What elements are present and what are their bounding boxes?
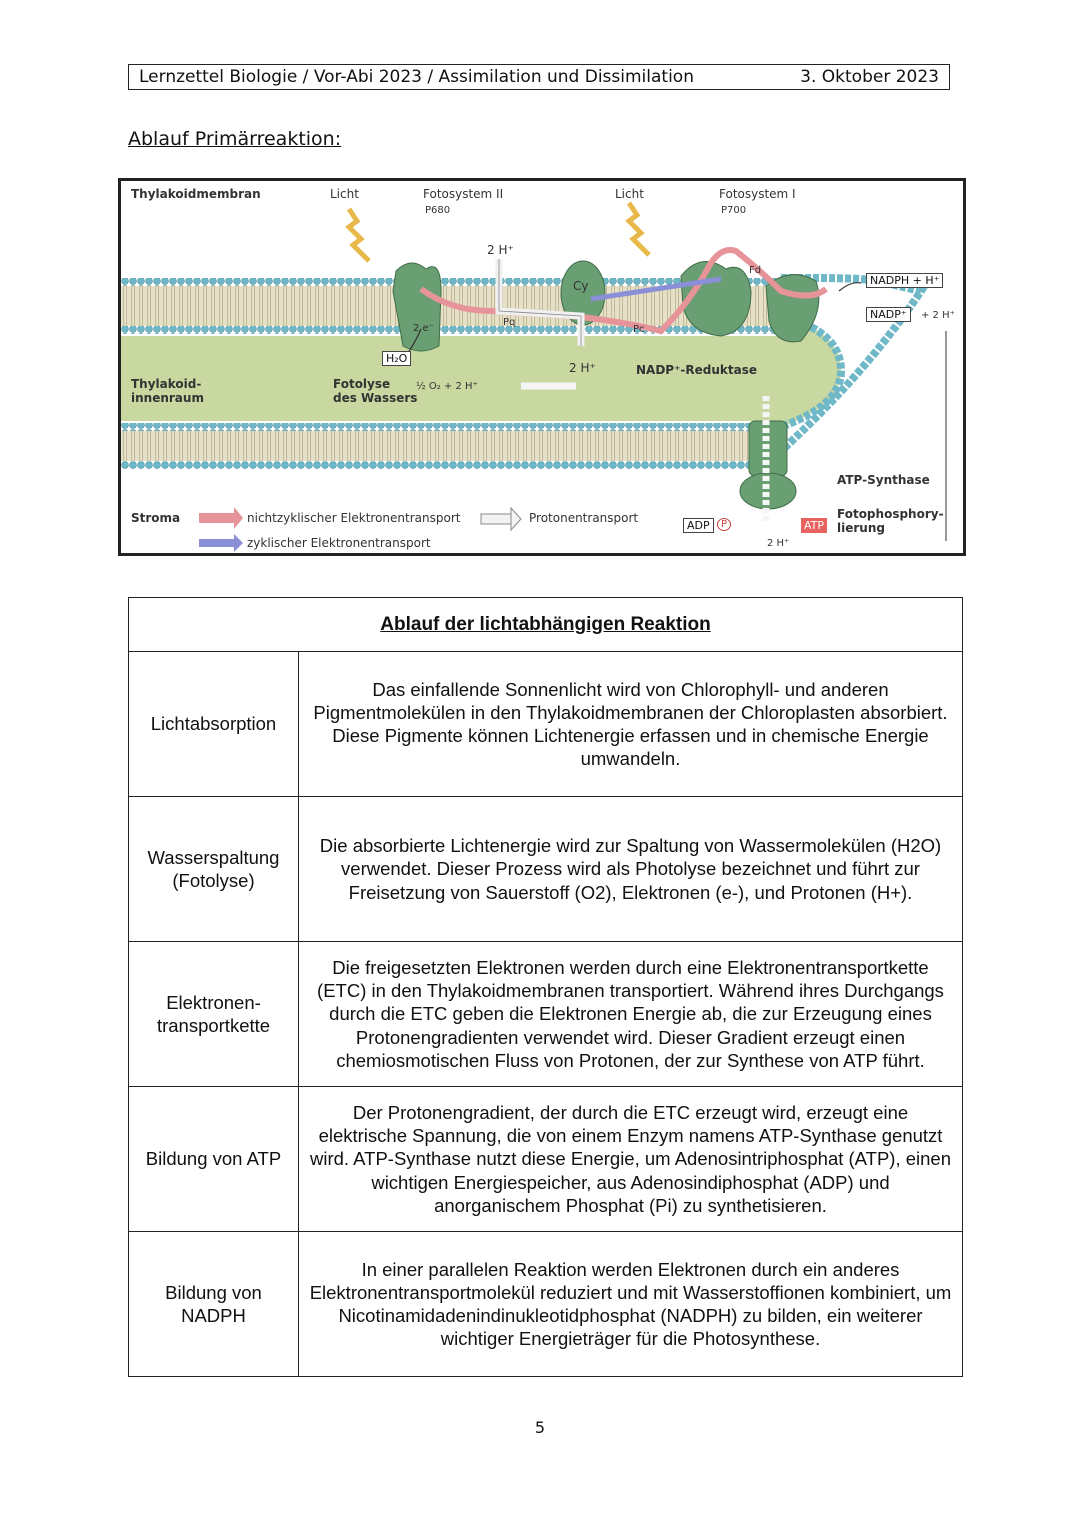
light-arrow-1 (349, 209, 369, 261)
label-nadp-plus-h: + 2 H⁺ (921, 310, 955, 321)
primaerreaktion-diagram (118, 178, 966, 556)
diagram-graphic (121, 181, 963, 553)
legend-nonzyklisch-arrow (199, 513, 234, 523)
label-pc: Pc (633, 324, 645, 335)
row-term: Elektronen- transportkette (129, 942, 299, 1087)
legend-nonzyklisch-label: nichtzyklischer Elektronentransport (247, 511, 461, 525)
table-row (129, 942, 963, 1087)
label-licht-2: Licht (615, 187, 644, 201)
label-thylakoidmembran: Thylakoidmembran (131, 187, 261, 201)
section-title: Ablauf Primärreaktion: (128, 128, 342, 150)
lichtabhaengige-reaktion-table (128, 597, 963, 1377)
page-number: 5 (534, 1418, 546, 1437)
page-header (128, 64, 950, 90)
table-row (129, 1232, 963, 1377)
label-nadp: NADP⁺ (866, 307, 911, 322)
label-o2: ½ O₂ + 2 H⁺ (416, 381, 478, 392)
label-pq: Pq (503, 317, 516, 328)
table-row (129, 797, 963, 942)
label-2h-bottom: 2 H⁺ (767, 538, 790, 549)
label-adp: ADP (683, 518, 714, 533)
table-row (129, 652, 963, 797)
row-description: Die freigesetzten Elektronen werden durch eine Elektronentransportkette (ETC) in den Thylakoidmembranen transportiert. Während ihres Durchgangs durch die ETC geben die Elektronen Energie ab, die zur Erzeugung eines Protonengradienten verwendet wird. Dieser Gradient erzeugt einen chemiosmotischen Fluss von Protonen, der zur Synthese von ATP führt. (299, 942, 963, 1087)
label-p680: P680 (425, 205, 451, 216)
label-p700: P700 (721, 205, 747, 216)
light-arrow-2 (629, 203, 649, 255)
label-nadph: NADPH + H⁺ (866, 273, 943, 288)
label-fd: Fd (749, 265, 762, 276)
lumen-area (121, 336, 781, 421)
row-term: Bildung von NADPH (129, 1232, 299, 1377)
legend-proton-label: Protonentransport (529, 511, 639, 525)
row-term: Lichtabsorption (129, 652, 299, 797)
label-fotosystem-2: Fotosystem II (423, 187, 504, 201)
row-description: In einer parallelen Reaktion werden Elektronen durch ein anderes Elektronentransportmolekül reduziert und mit Wasserstoffionen kombiniert, um Nicotinamidadenindinukleotidphosphat (NADPH) zu bilden, ein weiterer wichtiger Energieträger für die Photosynthese. (299, 1232, 963, 1377)
legend-proton-arrow (481, 514, 511, 524)
label-licht-1: Licht (330, 187, 359, 201)
row-description: Der Protonengradient, der durch die ETC erzeugt wird, erzeugt eine elektrische Spannung, die von einem Enzym namens ATP-Synthase genutzt wird. ATP-Synthase nutzt diese Energie, um Adenosintriphosphat (ATP), einen wichtigen Energiespeicher, aus Adenosindiphosphat (ADP) und anorganischem Phosphat (Pi) zu synthetisieren. (299, 1087, 963, 1232)
label-fotosystem-1: Fotosystem I (719, 187, 796, 201)
legend-zyklisch-arrow (199, 539, 234, 547)
label-h2o: H₂O (382, 351, 411, 366)
label-thylakoid-innenraum: Thylakoid- innenraum (131, 377, 204, 406)
row-description: Die absorbierte Lichtenergie wird zur Spaltung von Wassermolekülen (H2O) verwendet. Dieser Prozess wird als Photolyse bezeichnet und führt zur Freisetzung von Sauerstoff (O2), Elektronen (e-), und Protonen (H+). (299, 797, 963, 942)
label-nadp-reduktase: NADP⁺-Reduktase (636, 363, 758, 377)
legend-zyklisch-label: zyklischer Elektronentransport (247, 536, 431, 550)
label-2h-top: 2 H⁺ (487, 243, 514, 257)
label-atp: ATP (801, 518, 827, 533)
table-header-row (129, 598, 963, 652)
label-2e: 2 e⁻ (413, 323, 434, 334)
header-title: Lernzettel Biologie / Vor-Abi 2023 / Assimilation und Dissimilation (139, 67, 694, 87)
label-fotophosphorylierung: Fotophosphory- lierung (837, 507, 944, 536)
label-atp-synthase: ATP-Synthase (837, 473, 930, 487)
table-heading: Ablauf der lichtabhängigen Reaktion (129, 598, 963, 652)
row-term: Bildung von ATP (129, 1087, 299, 1232)
label-p-circle: P (717, 518, 731, 531)
label-2h-mid: 2 H⁺ (569, 361, 596, 375)
table-row (129, 1087, 963, 1232)
header-date: 3. Oktober 2023 (800, 67, 939, 87)
label-fotolyse: Fotolyse des Wassers (333, 377, 418, 406)
label-stroma: Stroma (131, 511, 181, 525)
row-term: Wasserspaltung (Fotolyse) (129, 797, 299, 942)
row-description: Das einfallende Sonnenlicht wird von Chlorophyll- und anderen Pigmentmolekülen in den Thylakoidmembranen der Chloroplasten absorbiert. Diese Pigmente können Lichtenergie erfassen und in chemische Energie umwandeln. (299, 652, 963, 797)
label-cy: Cy (573, 279, 589, 293)
